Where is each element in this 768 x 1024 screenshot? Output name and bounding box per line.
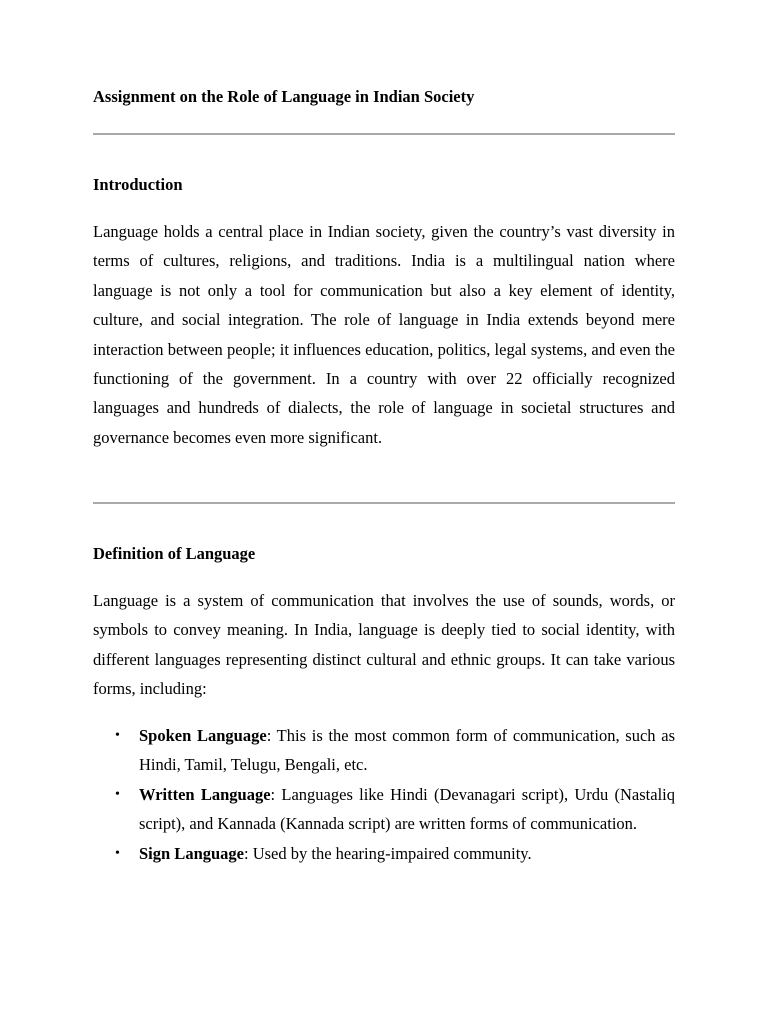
section-heading-definition: Definition of Language: [93, 544, 256, 563]
list-item-term: Written Language: [139, 784, 271, 804]
list-item-sign-language: [93, 839, 675, 868]
list-item-term: Sign Language: [139, 843, 244, 863]
list-item-text: : Used by the hearing-impaired community.: [244, 843, 532, 863]
list-item-text: : Languages like Hindi (Devanagari script), Urdu (Nastaliq script), and Kannada (Kannada script) are written forms of communication.: [139, 784, 675, 834]
list-item-text: : This is the most common form of communication, such as Hindi, Tamil, Telugu, Bengali, etc.: [139, 726, 675, 775]
list-item-term: Spoken Language: [139, 726, 267, 745]
horizontal-divider: [93, 502, 675, 504]
document-title: Assignment on the Role of Language in Indian Society: [93, 87, 475, 106]
list-item-written-language: [93, 780, 675, 839]
horizontal-divider: [93, 133, 675, 135]
bullet-icon: •: [115, 845, 120, 861]
bullet-icon: •: [115, 786, 120, 802]
definition-paragraph: Language is a system of communication that involves the use of sounds, words, or symbols to convey meaning. In India, language is deeply tied to social identity, with different languages representing distinct cultural and ethnic groups. It can take various forms, including:: [93, 591, 675, 699]
list-item-spoken-language: [93, 721, 675, 780]
language-forms-list: [93, 721, 675, 868]
section-heading-introduction: Introduction: [93, 175, 183, 194]
introduction-paragraph: Language holds a central place in Indian society, given the country’s vast diversity in terms of cultures, religions, and traditions. India is a multilingual nation where language is not only a tool for communication but also a key element of identity, culture, and social integration. The role of language in India extends beyond mere interaction between people; it influences education, politics, legal systems, and even the functioning of the government. In a country with over 22 officially recognized languages and hundreds of dialects, the role of language in societal structures and governance becomes even more significant.: [93, 222, 675, 447]
bullet-icon: •: [115, 728, 120, 743]
